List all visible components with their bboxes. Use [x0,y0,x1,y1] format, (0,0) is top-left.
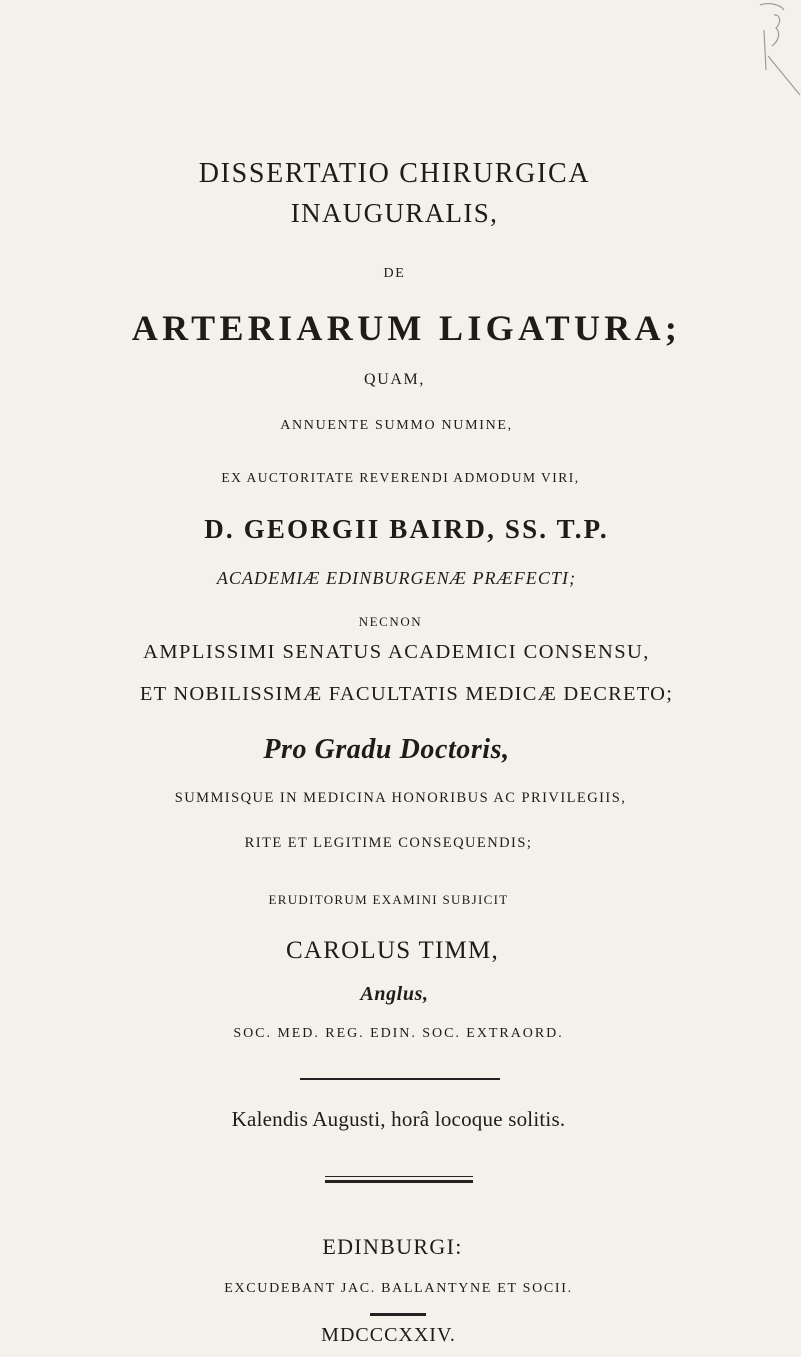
pro-gradu-doctoris: Pro Gradu Doctoris, [263,734,510,765]
author-nationality: Anglus, [360,983,429,1005]
georgii-baird-text: D. GEORGII BAIRD, SS. T.P. [204,514,609,544]
society-affiliation: SOC. MED. REG. EDIN. SOC. EXTRAORD. [233,1026,564,1041]
double-rule-bottom [325,1180,473,1183]
short-rule [370,1313,426,1316]
imprint-year: MDCCCXXIV. [321,1324,456,1346]
de-text: DE [383,266,406,281]
quam-text: QUAM, [364,371,425,388]
ex-auctoritate-text: EX AUCTORITATE REVERENDI ADMODUM VIRI, [221,470,580,485]
imprint-printer: EXCUDEBANT JAC. BALLANTYNE ET SOCII. [224,1281,573,1296]
corner-pencil-mark [740,0,801,100]
amplissimi-text: AMPLISSIMI SENATUS ACADEMICI CONSENSU, [143,641,650,663]
date-text: Kalendis Augusti, horâ locoque solitis. [231,1107,566,1131]
summisque-text: SUMMISQUE IN MEDICINA HONORIBUS AC PRIVILEGIIS, [174,790,627,806]
double-rule-top [325,1176,473,1177]
subject-title: ARTERIARUM LIGATURA; [131,308,682,348]
annuente-text: ANNUENTE SUMMO NUMINE, [280,418,513,433]
nobilissimae-text: ET NOBILISSIMÆ FACULTATIS MEDICÆ DECRETO; [139,683,674,705]
author-name: CAROLUS TIMM, [285,937,500,964]
title-line-2: INAUGURALIS, [290,198,499,228]
title-line-1: DISSERTATIO CHIRURGICA [198,158,591,189]
divider-rule [300,1078,500,1080]
rite-text: RITE ET LEGITIME CONSEQUENDIS; [244,835,533,851]
eruditorum-text: ERUDITORUM EXAMINI SUBJICIT [268,892,509,907]
academiae-text: ACADEMIÆ EDINBURGENÆ PRÆFECTI; [216,568,577,588]
necnon-text: NECNON [358,614,423,629]
imprint-place: EDINBURGI: [322,1234,463,1259]
